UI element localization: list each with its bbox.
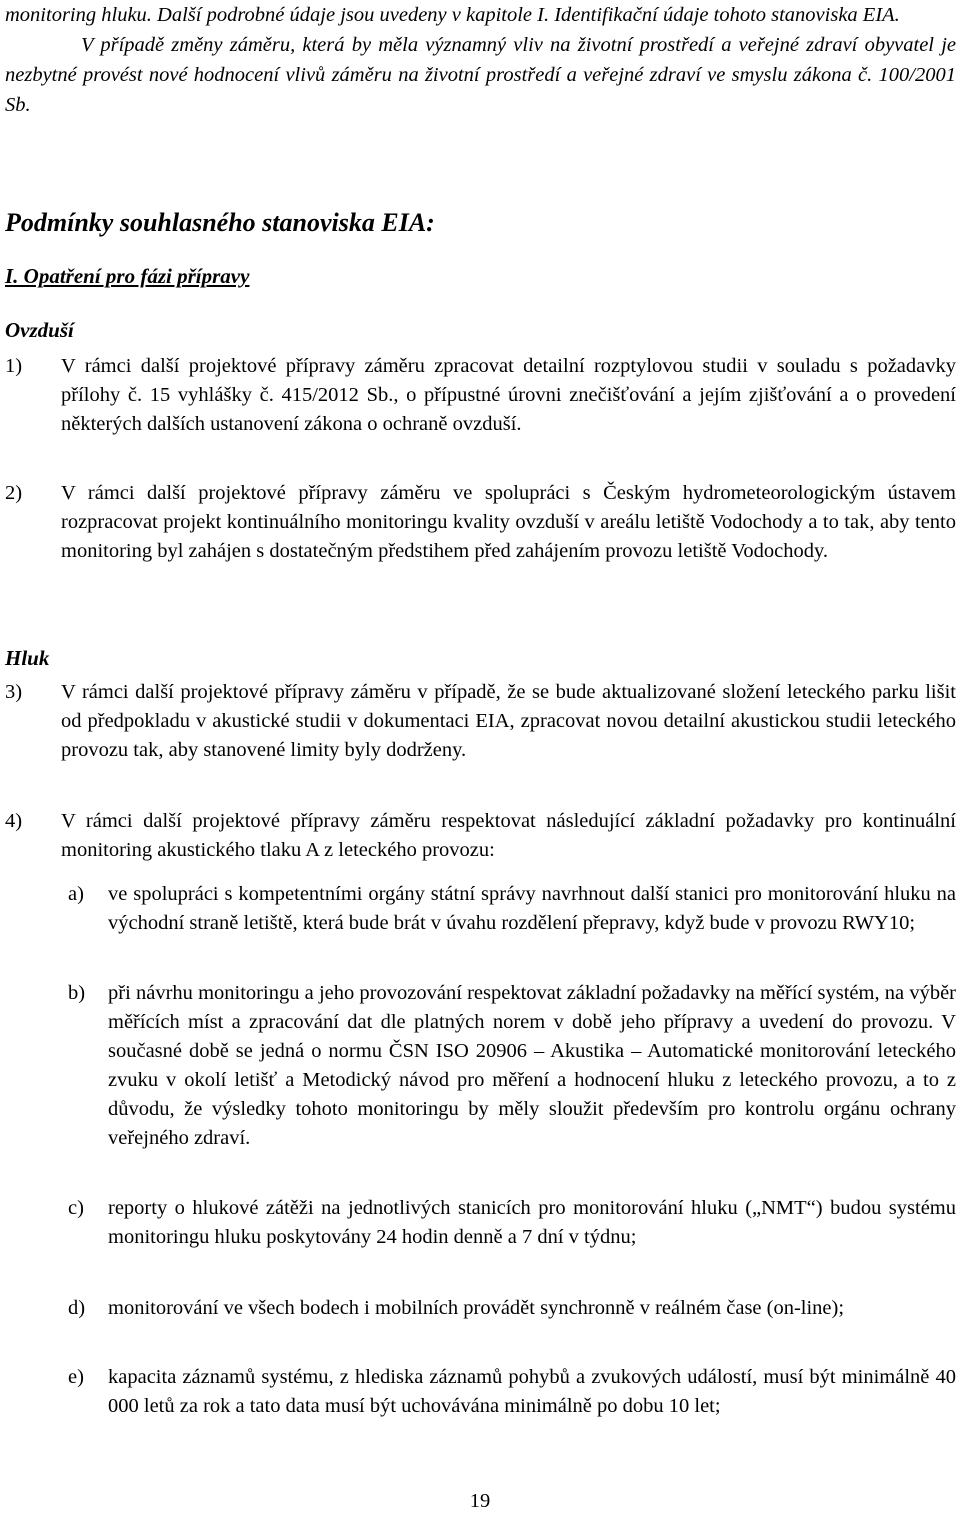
condition-item-2 [5,479,956,566]
requirement-label: e) [68,1366,84,1388]
requirement-text: při návrhu monitoringu a jeho provozování respektovat základní požadavky na měřící systém, na výběr měřících míst a zpracování dat dle platných norem v době jeho přípravy a uvedení do provozu. V současné době se jedná o normu ČSN ISO 20906 – Akustika – Automatické monitorování leteckého zvuku v okolí letišť a Metodický návod pro měření a hodnocení hluku z leteckého provozu, a to z důvodu, že výsledky tohoto monitoringu by měly sloužit především pro kontrolu orgánu ochrany veřejného zdraví. [108,982,956,1149]
requirement-item-a [68,880,956,938]
requirement-text: ve spolupráci s kompetentními orgány státní správy navrhnout další stanici pro monitorování hluku na východní straně letiště, která bude brát v úvahu rozdělení přepravy, když bude v provozu RWY10; [108,883,956,934]
condition-item-3 [5,678,956,765]
condition-number: 4) [5,810,23,832]
condition-text: V rámci další projektové přípravy záměru zpracovat detailní rozptylovou studii v souladu s požadavky přílohy č. 15 vyhlášky č. 415/2012 Sb., o přípustné úrovni znečišťování a jejím zjišťování a o provedení některých dalších ustanovení zákona o ochraně ovzduší. [61,355,956,435]
phase-title: I. Opatření pro fázi přípravy [5,264,250,288]
condition-text: V rámci další projektové přípravy záměru ve spolupráci s Českým hydrometeorologickým ústavem rozpracovat projekt kontinuálního monitoringu kvality ovzduší v areálu letiště Vodochody a to tak, aby tento monitoring byl zahájen s dostatečným předstihem před zahájením provozu letiště Vodochody. [61,482,956,562]
condition-item-1 [5,352,956,439]
requirement-text: monitorování ve všech bodech i mobilních provádět synchronně v reálném čase (on-line); [108,1297,845,1319]
intro-paragraph-2: V případě změny záměru, která by měla významný vliv na životní prostředí a veřejné zdraví obyvatel je nezbytné provést nové hodnocení vlivů záměru na životní prostředí a veřejné zdraví ve smyslu zákona č. 100/2001 Sb. [5,34,956,116]
page-number: 19 [469,1490,491,1512]
condition-item-4 [5,807,956,865]
condition-number: 2) [5,482,23,504]
intro-paragraph-1: monitoring hluku. Další podrobné údaje jsou uvedeny v kapitole I. Identifikační údaje tohoto stanoviska EIA. [5,4,900,26]
requirement-label: b) [68,982,86,1004]
requirement-text: kapacita záznamů systému, z hlediska záznamů pohybů a zvukových událostí, musí být minimálně 40 000 letů za rok a tato data musí být uchovávána minimálně po dobu 10 let; [108,1366,956,1417]
requirement-item-c [68,1194,956,1252]
requirement-label: a) [68,883,84,905]
requirement-label: d) [68,1297,86,1319]
intro-text [5,0,956,120]
condition-number: 1) [5,355,23,377]
section-heading-noise: Hluk [5,646,50,670]
requirement-item-e [68,1363,956,1421]
requirement-item-b [68,979,956,1153]
conditions-title: Podmínky souhlasného stanoviska EIA: [5,208,435,237]
condition-text: V rámci další projektové přípravy záměru v případě, že se bude aktualizované složení leteckého parku lišit od předpokladu v akustické studii v dokumentaci EIA, zpracovat novou detailní akustickou studii leteckého provozu tak, aby stanovené limity byly dodrženy. [61,681,956,761]
requirement-text: reporty o hlukové zátěži na jednotlivých stanicích pro monitorování hluku („NMT“) budou systému monitoringu hluku poskytovány 24 hodin denně a 7 dní v týdnu; [108,1197,956,1248]
condition-number: 3) [5,681,23,703]
requirement-label: c) [68,1197,84,1219]
section-heading-air: Ovzduší [5,318,74,342]
requirement-item-d [68,1294,956,1323]
condition-text: V rámci další projektové přípravy záměru respektovat následující základní požadavky pro kontinuální monitoring akustického tlaku A z leteckého provozu: [61,810,956,861]
